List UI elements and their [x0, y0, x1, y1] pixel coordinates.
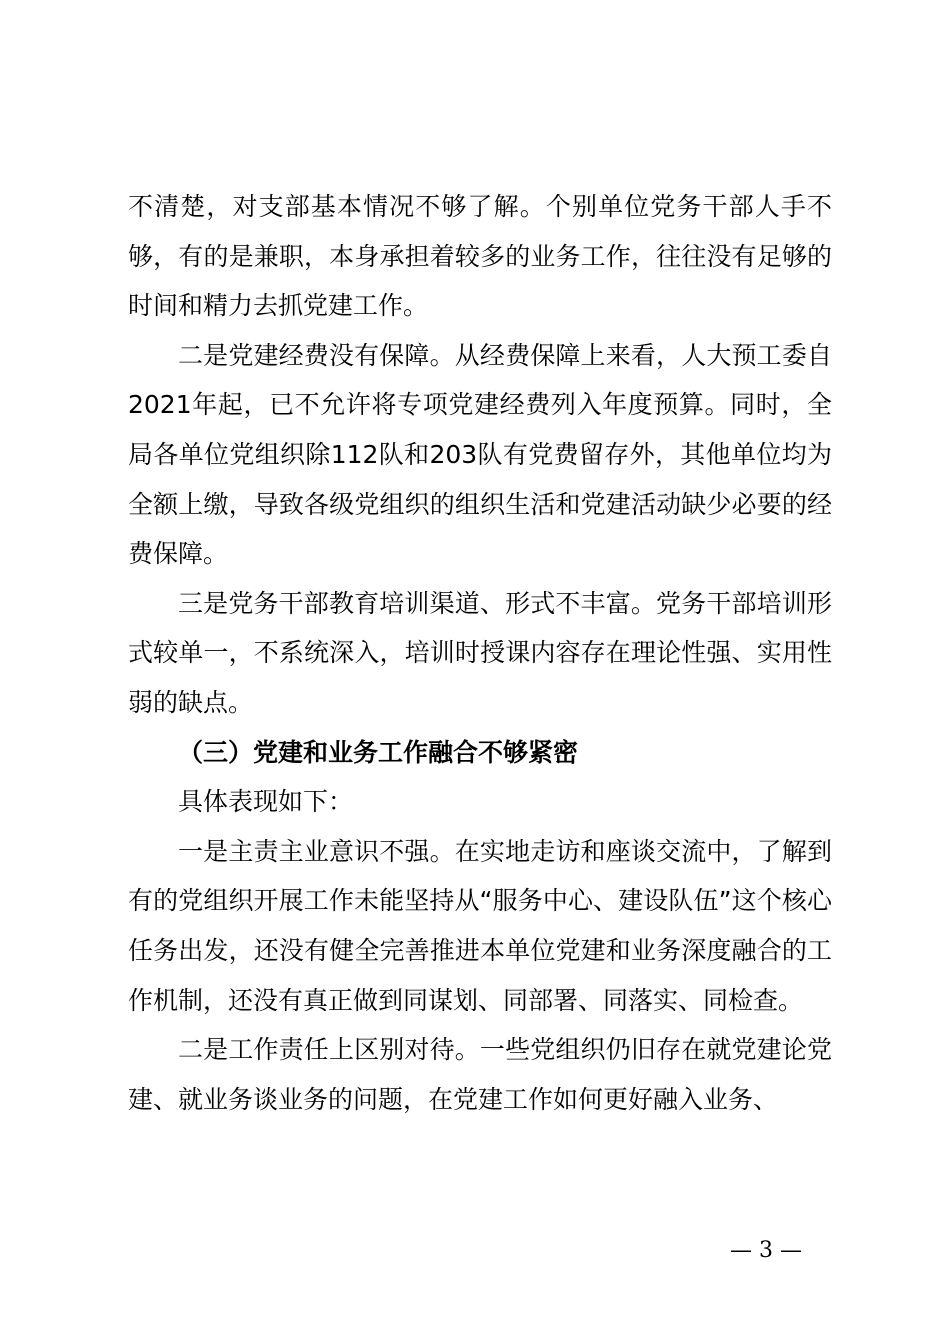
paragraph-funding: 二是党建经费没有保障。从经费保障上来看，人大预工委自2021年起，已不允许将专项党建经费列入年度预算。同时，全局各单位党组织除112队和203队有党费留存外，其他单位均为全额上缴，导致各级党组织的组织生活和党建活动缺少必要的经费保障。 [128, 340, 832, 569]
paragraph-intro: 具体表现如下： [178, 787, 354, 817]
paragraph-continuation: 不清楚，对支部基本情况不够了解。个别单位党务干部人手不够，有的是兼职，本身承担着较多的业务工作，往往没有足够的时间和精力去抓党建工作。 [128, 192, 832, 321]
section-heading: （三）党建和业务工作融合不够紧密 [178, 737, 579, 767]
paragraph-training: 三是党务干部教育培训渠道、形式不丰富。党务干部培训形式较单一，不系统深入，培训时授课内容存在理论性强、实用性弱的缺点。 [128, 588, 832, 717]
page-number: — 3 — [730, 1238, 802, 1263]
document-body [128, 182, 832, 1124]
paragraph-responsibility: 一是主责主业意识不强。在实地走访和座谈交流中，了解到有的党组织开展工作未能坚持从“服务中心、建设队伍”这个核心任务出发，还没有健全完善推进本单位党建和业务深度融合的工作机制，还没有真正做到同谋划、同部署、同落实、同检查。 [128, 836, 832, 1015]
paragraph-treatment: 二是工作责任上区别对待。一些党组织仍旧存在就党建论党建、就业务谈业务的问题，在党建工作如何更好融入业务、 [128, 1035, 832, 1114]
